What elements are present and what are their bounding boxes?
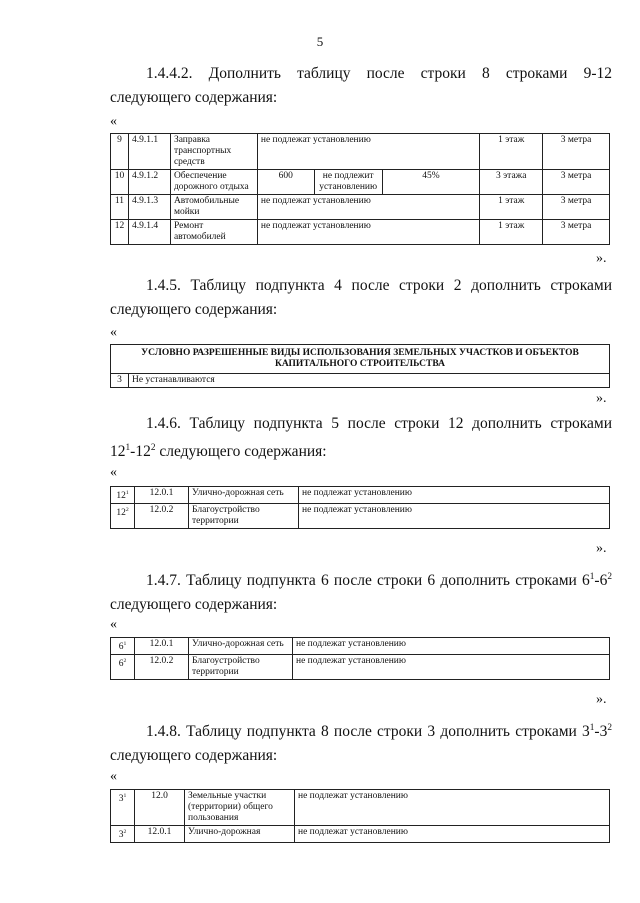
row-number-text: 12 xyxy=(116,508,126,519)
table-row xyxy=(111,487,610,504)
quote-close: ». xyxy=(596,251,607,266)
section-2-table xyxy=(110,344,610,388)
row-number: 3 xyxy=(111,374,129,388)
row-param: не подлежат установлению xyxy=(299,504,610,529)
quote-open: « xyxy=(110,769,117,784)
row-param: не подлежат установлению xyxy=(295,790,610,826)
heading-text: -3 xyxy=(594,723,608,741)
section-1-heading-line1: 1.4.4.2. Дополнить таблицу после строки 8 строками 9-12 xyxy=(146,65,612,82)
table-row xyxy=(111,790,610,826)
row-height: 3 метра xyxy=(543,195,610,220)
table-row xyxy=(111,195,610,220)
heading-text: следующего содержания: xyxy=(155,443,327,461)
heading-text: 1.4.8. Таблицу подпункта 8 после строки 3 дополнить строками 3 xyxy=(146,723,590,741)
quote-open: « xyxy=(110,465,117,480)
quote-close: ». xyxy=(596,541,607,556)
section-5-table xyxy=(110,789,610,843)
page-number: 5 xyxy=(316,34,324,49)
row-height: 3 метра xyxy=(543,170,610,195)
section-2-heading-line1: 1.4.5. Таблицу подпункта 4 после строки 2 дополнить строками xyxy=(146,277,612,294)
row-number xyxy=(111,790,135,826)
row-number xyxy=(111,826,135,843)
table-row xyxy=(111,220,610,245)
heading-text: -12 xyxy=(130,443,151,461)
row-floors: 3 этажа xyxy=(480,170,543,195)
quote-open: « xyxy=(110,325,117,340)
section-1-table xyxy=(110,133,610,245)
row-code: 4.9.1.3 xyxy=(128,195,170,220)
heading-text: 1.4.7. Таблицу подпункта 6 после строки 6 дополнить строками 6 xyxy=(146,572,590,590)
section-3-heading-line2 xyxy=(110,443,327,460)
table-row xyxy=(111,655,610,680)
section-2-heading xyxy=(110,274,612,322)
row-name: Благоустройство территории xyxy=(189,655,293,680)
row-floors: 1 этаж xyxy=(480,134,543,170)
heading-sup: 2 xyxy=(150,443,156,453)
table-row xyxy=(111,826,610,843)
section-2-heading-line2: следующего содержания: xyxy=(110,301,278,318)
row-number xyxy=(111,487,135,504)
row-code: 12.0 xyxy=(135,790,185,826)
row-number-sup: 2 xyxy=(123,829,127,835)
table-row xyxy=(111,374,610,388)
table-header xyxy=(111,345,610,374)
table-row xyxy=(111,638,610,655)
row-param-2: не подлежит установлению xyxy=(314,170,382,195)
row-number-text: 6 xyxy=(118,642,124,653)
section-4-table xyxy=(110,637,610,680)
row-name: Улично-дорожная сеть xyxy=(189,638,293,655)
row-code: 12.0.1 xyxy=(135,638,189,655)
heading-sup: 1 xyxy=(125,443,131,453)
heading-text: 12 xyxy=(110,443,126,461)
quote-close: ». xyxy=(596,391,607,406)
row-name: Улично-дорожная сеть xyxy=(189,487,299,504)
row-param-1: 600 xyxy=(257,170,314,195)
row-number xyxy=(111,504,135,529)
table-row xyxy=(111,170,610,195)
row-number-text: 12 xyxy=(116,491,126,502)
section-1-heading-line2: следующего содержания: xyxy=(110,89,278,106)
row-number-sup: 1 xyxy=(123,793,127,799)
heading-sup: 1 xyxy=(589,723,595,733)
row-height: 3 метра xyxy=(543,220,610,245)
row-name: Автомобильные мойки xyxy=(170,195,257,220)
quote-open: « xyxy=(110,617,117,632)
section-4-heading-line1 xyxy=(110,565,612,593)
row-name: Благоустройство территории xyxy=(189,504,299,529)
row-number: 11 xyxy=(111,195,129,220)
row-code: 12.0.1 xyxy=(135,826,185,843)
row-param: не подлежат установлению xyxy=(295,826,610,843)
row-name: Земельные участки (территории) общего пользования xyxy=(185,790,295,826)
row-param: не подлежат установлению xyxy=(293,655,610,680)
section-5-heading xyxy=(110,716,612,768)
heading-sup: 2 xyxy=(607,572,612,582)
row-code: 12.0.2 xyxy=(135,655,189,680)
row-code: 4.9.1.2 xyxy=(128,170,170,195)
section-3-heading xyxy=(110,412,612,464)
row-number: 12 xyxy=(111,220,129,245)
section-3-heading-line1: 1.4.6. Таблицу подпункта 5 после строки 12 дополнить строками xyxy=(146,415,612,432)
row-number-text: 3 xyxy=(118,830,124,841)
row-code: 12.0.1 xyxy=(135,487,189,504)
row-number xyxy=(111,655,135,680)
row-floors: 1 этаж xyxy=(480,195,543,220)
row-number-sup: 1 xyxy=(123,641,127,647)
row-name: Обеспечение дорожного отдыха xyxy=(170,170,257,195)
section-5-heading-line1 xyxy=(110,716,612,744)
row-param: не подлежат установлению xyxy=(257,220,479,245)
row-number: 9 xyxy=(111,134,129,170)
row-code: 4.9.1.1 xyxy=(128,134,170,170)
row-number xyxy=(111,638,135,655)
table-row xyxy=(111,134,610,170)
section-3-table xyxy=(110,486,610,529)
row-text: Не устанавливаются xyxy=(129,374,610,388)
row-code: 4.9.1.4 xyxy=(128,220,170,245)
heading-sup: 1 xyxy=(589,572,595,582)
row-height: 3 метра xyxy=(543,134,610,170)
quote-open: « xyxy=(110,114,117,129)
row-param: не подлежат установлению xyxy=(257,134,479,170)
row-param: не подлежат установлению xyxy=(257,195,479,220)
row-floors: 1 этаж xyxy=(480,220,543,245)
row-number-text: 6 xyxy=(118,659,124,670)
heading-text: -6 xyxy=(594,572,608,590)
heading-sup: 2 xyxy=(607,723,612,733)
row-param: не подлежат установлению xyxy=(293,638,610,655)
row-name: Ремонт автомобилей xyxy=(170,220,257,245)
row-param-3: 45% xyxy=(382,170,480,195)
section-5-heading-line2: следующего содержания: xyxy=(110,747,278,765)
quote-close: ». xyxy=(596,692,607,707)
row-code: 12.0.2 xyxy=(135,504,189,529)
row-number-sup: 2 xyxy=(123,658,127,665)
row-name: Заправка транспортных средств xyxy=(170,134,257,170)
section-4-heading-line2: следующего содержания: xyxy=(110,596,278,614)
row-number: 10 xyxy=(111,170,129,195)
section-1-heading xyxy=(110,62,612,110)
row-number-sup: 1 xyxy=(125,490,129,496)
table-row xyxy=(111,504,610,529)
row-name: Улично-дорожная xyxy=(185,826,295,843)
row-number-sup: 2 xyxy=(125,507,129,514)
table-header-text: УСЛОВНО РАЗРЕШЕННЫЕ ВИДЫ ИСПОЛЬЗОВАНИЯ ЗЕМЕЛЬНЫХ УЧАСТКОВ И ОБЪЕКТОВ КАПИТАЛЬНОГО СТРОИТЕЛЬСТВА xyxy=(111,345,610,374)
row-number-text: 3 xyxy=(118,794,124,805)
row-param: не подлежат установлению xyxy=(299,487,610,504)
section-4-heading xyxy=(110,565,612,617)
